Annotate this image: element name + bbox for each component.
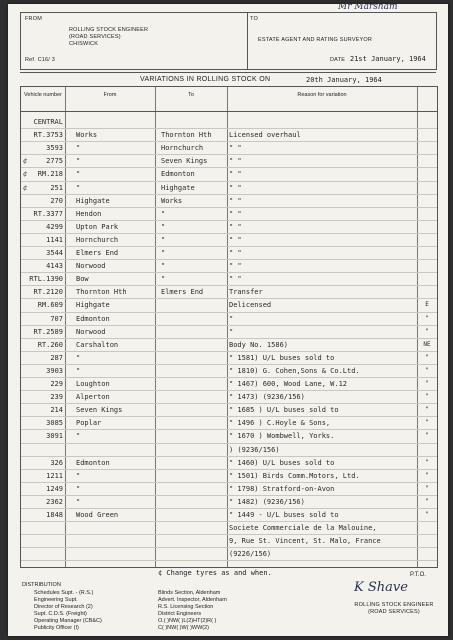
table-row (21, 508, 437, 522)
distribution-item: C( )NW( )W( )WW(2) (158, 625, 210, 631)
reason-cell: (9226/156) (229, 550, 272, 559)
reason-cell: " 1501) Birds Comm.Motors, Ltd. (229, 471, 360, 480)
reason-cell: " " (229, 144, 242, 153)
vehicle-cell: 1249 (46, 484, 63, 493)
distribution-label: DISTRIBUTION (22, 582, 61, 588)
vehicle-cell: 4143 (46, 262, 63, 271)
from-address: ROLLING STOCK ENGINEER (ROAD SERVICES) CHISWICK (69, 27, 149, 47)
to-cell: " (161, 275, 166, 284)
from-cell: " (76, 366, 81, 375)
vehicle-cell: RM.218 (37, 170, 63, 179)
reason-cell: 9, Rue St. Vincent, St. Malo, France (229, 537, 381, 546)
to-text: ESTATE AGENT AND RATING SURVEYOR (258, 37, 373, 43)
vehicle-cell: 270 (50, 196, 63, 205)
code-cell: " (425, 366, 429, 374)
table-row (21, 364, 437, 378)
footnote: ¢ Change tyres as and when. (158, 569, 272, 577)
vehicle-cell: 3544 (46, 249, 63, 257)
table-row (21, 181, 437, 195)
reference: Ref. C16/ 3 (25, 57, 56, 63)
reason-cell: " " (229, 183, 242, 192)
to-cell: " (161, 222, 166, 231)
to-cell: Elmers End (161, 288, 204, 297)
reason-cell: " 1798) Stratford-on-Avon (229, 484, 335, 493)
reason-cell: " " (229, 209, 242, 218)
distribution-item: District Engineers (158, 611, 202, 617)
vehicle-cell: 229 (50, 380, 63, 388)
table-row (21, 298, 437, 312)
pto-label: P.T.O. (410, 572, 426, 578)
vehicle-cell: RT.3377 (33, 209, 63, 218)
vehicle-cell: 326 (50, 458, 63, 467)
distribution-item: Supt. C.D.S. (Freight) (34, 611, 87, 617)
table-row (21, 312, 437, 326)
reason-cell: Transfer (229, 288, 263, 297)
reason-cell: Societe Commerciale de la Malouine, (229, 524, 377, 533)
to-cell: " (161, 235, 166, 244)
table-row (21, 547, 437, 561)
from-cell: " (76, 471, 81, 480)
reason-cell: " " (229, 235, 242, 244)
from-cell: Norwood (76, 262, 106, 271)
vehicle-cell: 4299 (46, 222, 63, 231)
from-cell: " (76, 170, 81, 179)
vehicle-cell: 1141 (46, 235, 63, 244)
from-cell: Alperton (76, 393, 110, 402)
header-vehicle: Vehicle number (24, 92, 62, 98)
table-row (21, 338, 437, 352)
from-cell: " (76, 183, 81, 192)
code-cell: " (425, 484, 429, 492)
vehicle-cell: 3903 (46, 366, 63, 375)
table-row (21, 495, 437, 509)
signoff: ROLLING STOCK ENGINEER (ROAD SERVICES) (354, 602, 434, 615)
distribution-item: Schedules Supt. - (R.S.) (34, 590, 94, 596)
page-title: VARIATIONS IN ROLLING STOCK ON (140, 76, 271, 83)
table-row (21, 272, 437, 286)
distribution-list-1 (34, 590, 102, 632)
table-row (21, 220, 437, 234)
table-row (21, 115, 437, 129)
vehicle-cell: RM.609 (37, 301, 63, 310)
table-row (21, 246, 437, 260)
table-row (21, 482, 437, 496)
reason-cell: " 1473) (9236/156) (229, 393, 305, 402)
title-bar (20, 72, 436, 87)
vehicle-cell: 1211 (46, 471, 63, 480)
reason-cell: " 1581) U/L buses sold to (229, 353, 335, 362)
vehicle-cell: 2775 (46, 157, 63, 166)
table-row (21, 194, 437, 208)
signature: K Shave (354, 580, 408, 595)
reason-cell: " " (229, 275, 242, 284)
reason-cell: " 1460) U/L buses sold to (229, 458, 335, 467)
to-cell: " (161, 249, 166, 257)
code-cell: NE (423, 340, 431, 348)
code-cell: " (425, 471, 429, 479)
from-cell: " (76, 157, 81, 166)
code-cell: " (425, 419, 429, 427)
reason-cell: " 1670 ) Wombwell, Yorks. (229, 432, 335, 441)
from-cell: Thornton Hth (76, 288, 127, 297)
from-cell: Upton Park (76, 222, 119, 231)
vehicle-cell: 3091 (46, 432, 63, 441)
distribution-item: Advert. Inspector, Aldenham (158, 597, 227, 603)
table-row (21, 154, 437, 168)
vehicle-cell: 251 (50, 183, 63, 192)
to-cell: Edmonton (161, 170, 195, 179)
reason-cell: ) (9236/156) (229, 445, 280, 454)
code-cell: " (425, 380, 429, 387)
vehicle-cell: 2362 (46, 497, 63, 506)
reason-cell: " " (229, 157, 242, 166)
reason-cell: " 1482) (9236/156) (229, 497, 305, 506)
vehicle-cell: 3085 (46, 419, 63, 428)
to-cell: " (161, 209, 166, 218)
code-cell: " (425, 497, 429, 505)
reason-cell: " (229, 327, 234, 336)
from-cell: Carshalton (76, 340, 119, 349)
header-to: To (188, 92, 194, 98)
code-cell: " (425, 511, 429, 518)
tyre-mark: ¢ (23, 157, 28, 166)
distribution-item: Blinds Section, Aldenham (158, 590, 221, 596)
table-row (21, 521, 437, 535)
from-cell: Edmonton (76, 458, 110, 467)
table-row (21, 403, 437, 417)
date-label: DATE (330, 57, 346, 63)
table-row (21, 351, 437, 365)
table-row (21, 416, 437, 430)
from-cell: " (76, 353, 81, 362)
to-box (246, 12, 437, 70)
vehicle-cell: CENTRAL (33, 118, 63, 126)
from-box (20, 12, 248, 70)
tyre-mark: ¢ (23, 170, 28, 179)
handwritten-annotation: Mr Marsham (338, 2, 398, 12)
code-cell: " (425, 314, 429, 322)
code-cell: " (425, 353, 429, 361)
vehicle-cell: 1848 (46, 511, 63, 519)
from-cell: Poplar (76, 419, 102, 428)
table-row (21, 128, 437, 142)
vehicle-cell: 707 (50, 314, 63, 323)
vehicle-cell: RT.2589 (33, 327, 63, 336)
from-label: FROM (25, 16, 42, 22)
to-label: TO (250, 16, 258, 22)
from-cell: Seven Kings (76, 406, 123, 415)
reason-cell: Delicensed (229, 301, 272, 310)
code-cell: " (425, 327, 429, 335)
reason-cell: " " (229, 222, 242, 231)
table-row (21, 207, 437, 221)
table-row (21, 325, 437, 339)
date-value: 21st January, 1964 (350, 55, 426, 63)
reason-cell: " 1467) 600, Wood Lane, W.12 (229, 380, 348, 388)
tyre-mark: ¢ (23, 183, 28, 192)
reason-cell: " 1810) G. Cohen,Sons & Co.Ltd. (229, 366, 360, 375)
reason-cell: " " (229, 262, 242, 271)
table-row (21, 390, 437, 404)
vehicle-cell: 287 (50, 353, 63, 362)
vehicle-cell: RT.2120 (33, 288, 63, 297)
from-cell: Loughton (76, 380, 110, 388)
vehicle-cell: RT.260 (37, 340, 63, 349)
reason-cell: " " (229, 170, 242, 179)
to-cell: Works (161, 196, 183, 205)
from-cell: Hendon (76, 209, 102, 218)
table-row (21, 167, 437, 181)
code-cell: " (425, 432, 429, 440)
document-sheet (8, 4, 448, 636)
from-cell: " (76, 144, 81, 153)
code-cell: " (425, 458, 429, 466)
vehicle-cell: RTL.1390 (29, 275, 63, 284)
reason-cell: " 1449 - U/L buses sold to (229, 511, 339, 519)
from-cell: Wood Green (76, 511, 119, 519)
reason-cell: " (229, 314, 234, 323)
header-from: From (103, 92, 117, 98)
table-row (21, 469, 437, 483)
row-rule (21, 560, 437, 561)
table-row (21, 456, 437, 470)
vehicle-cell: 239 (50, 393, 63, 402)
distribution-item: R.S. Licensing Section (158, 604, 214, 610)
table-row (21, 443, 437, 457)
distribution-item: Engineering Supt. (34, 597, 78, 603)
distribution-item: Director of Research (2) (34, 604, 93, 610)
distribution-item: Publicity Officer (I) (34, 625, 79, 631)
table-row (21, 233, 437, 247)
to-cell: Thornton Hth (161, 131, 212, 140)
to-cell: Seven Kings (161, 157, 208, 166)
from-cell: " (76, 484, 81, 493)
table-row (21, 285, 437, 299)
from-cell: Edmonton (76, 314, 110, 323)
vehicle-cell: RT.3753 (33, 131, 63, 140)
from-cell: Highgate (76, 301, 110, 310)
header-reason: Reason for variation (297, 92, 347, 98)
table-row (21, 141, 437, 155)
from-cell: " (76, 497, 81, 506)
table-row (21, 377, 437, 391)
vehicle-cell: 214 (50, 406, 63, 415)
reason-cell: Body No. 1586) (229, 340, 289, 349)
reason-cell: " 1685 ) U/L buses sold to (229, 406, 339, 415)
reason-cell: " " (229, 249, 242, 257)
table-header (21, 87, 437, 112)
from-cell: Hornchurch (76, 235, 119, 244)
to-cell: Highgate (161, 183, 195, 192)
table-row (21, 259, 437, 273)
from-cell: Bow (76, 275, 89, 284)
from-cell: Norwood (76, 327, 106, 336)
distribution-item: O.( )NW( )L(2)HT(2)R( ) (158, 618, 217, 624)
variations-table (20, 86, 438, 568)
from-cell: Elmers End (76, 249, 119, 257)
reason-cell: " " (229, 196, 242, 205)
to-cell: " (161, 262, 166, 271)
from-cell: " (76, 432, 81, 441)
distribution-list-2 (158, 590, 227, 632)
table-row (21, 534, 437, 548)
from-cell: Highgate (76, 196, 110, 205)
code-cell: " (425, 406, 429, 414)
code-cell: E (425, 301, 429, 309)
code-cell: " (425, 393, 429, 401)
reason-cell: Licensed overhaul (229, 131, 301, 140)
title-date: 20th January, 1964 (306, 76, 382, 84)
from-cell: Works (76, 131, 98, 140)
distribution-item: Operating Manager (CB&C) (34, 618, 102, 624)
to-cell: Hornchurch (161, 144, 204, 153)
reason-cell: " 1496 ) C.Hoyle & Sons, (229, 419, 331, 428)
vehicle-cell: 3593 (46, 144, 63, 153)
table-row (21, 429, 437, 443)
